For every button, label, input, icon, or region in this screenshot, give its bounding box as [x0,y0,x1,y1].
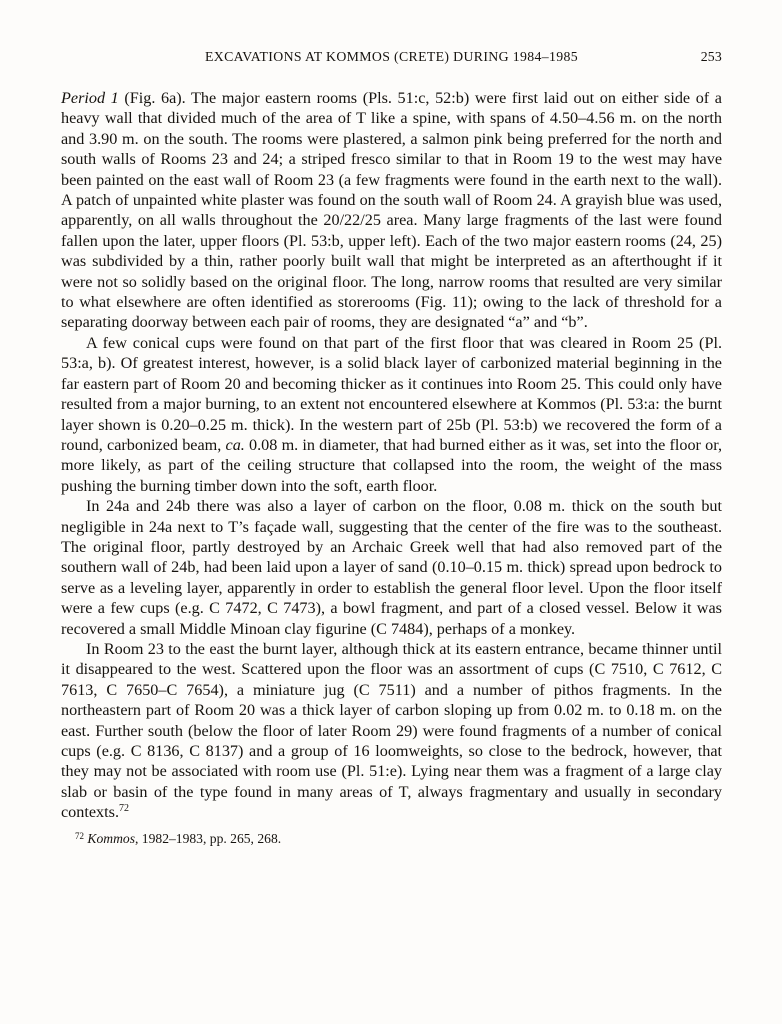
body-text [61,88,722,823]
paragraph [61,639,722,823]
text-run: A few conical cups were found on that part of the first floor that was cleared in Room 25 (Pl. 53:a, b). Of greatest interest, however, is a solid black layer of carbonized material beginning in the far eastern part of Room 20 and becoming thicker as it continues into Room 25. This could only have resulted from a major burning, to an extent not encountered elsewhere at Kommos (Pl. 53:a: the burnt layer shown is 0.20–0.25 m. thick). In the western part of 25b (Pl. 53:b) we recovered the form of a round, carbonized beam, [61,333,722,454]
footnote-marker: 72 [75,830,84,841]
text-run: In 24a and 24b there was also a layer of carbon on the floor, 0.08 m. thick on the south but negligible in 24a next to T’s façade wall, suggesting that the center of the fire was to the southeast. The original floor, partly destroyed by an Archaic Greek well that had also removed part of the southern wall of 24b, had been laid upon a layer of sand (0.10–0.15 m. thick) spread upon bedrock to serve as a leveling layer, apparently in order to establish the general floor level. Upon the floor itself were a few cups (e.g. C 7472, C 7473), a bowl fragment, and part of a closed vessel. Below it was recovered a small Middle Minoan clay figurine (C 7484), perhaps of a monkey. [61,497,722,638]
text-run: Period 1 [61,89,119,107]
footnote [61,830,722,847]
text-run: ca. [225,435,245,454]
running-head-title: EXCAVATIONS AT KOMMOS (CRETE) DURING 1984–1985 [205,49,578,64]
text-run: Kommos [87,830,135,846]
paragraph [61,496,722,639]
footnote-reference: 72 [119,803,129,815]
text-run: (Fig. 6a). The major eastern rooms (Pls. 51:c, 52:b) were first laid out on either side of a heavy wall that divided much of the area of T like a spine, with spans of 4.50–4.56 m. on the north and 3.90 m. on the south. The rooms were plastered, a salmon pink being preferred for the north and south walls of Rooms 23 and 24; a striped fresco similar to that in Room 19 to the west may have been painted on the east wall of Room 23 (a few fragments were found in the earth next to the wall). A patch of unpainted white plaster was found on the south wall of Room 24. A grayish blue was used, apparently, on all walls throughout the 20/22/25 area. Many large fragments of the last were found fallen upon the later, upper floors (Pl. 53:b, upper left). Each of the two major eastern rooms (24, 25) was subdivided by a thin, rather poorly built wall that might be interpreted as an afterthought if it were not so solidly based on the original floor. The long, narrow rooms that resulted are very similar to what elsewhere are often identified as storerooms (Fig. 11); owing to the lack of threshold for a separating doorway between each pair of rooms, they are designated “a” and “b”. [61,89,722,332]
text-run: In Room 23 to the east the burnt layer, although thick at its eastern entrance, became thinner until it disappeared to the west. Scattered upon the floor was an assortment of cups (C 7510, C 7612, C 7613, C 7650–C 7654), a miniature jug (C 7511) and a number of pithos fragments. In the northeastern part of Room 20 was a thick layer of carbon sloping up from 0.02 m. to 0.18 m. on the east. Further south (below the floor of later Room 29) were found fragments of a number of conical cups (e.g. C 8136, C 8137) and a group of 16 loomweights, so close to the bedrock, however, that they may not be associated with room use (Pl. 51:e). Lying near them was a fragment of a large clay slab or basin of the type found in many areas of T, always fragmentary and usually in secondary contexts. [61,639,722,822]
page-number: 253 [700,49,722,64]
paragraph [61,88,722,333]
text-run: , 1982–1983, pp. 265, 268. [135,830,282,846]
text-run: 0.08 m. in diameter, that had burned either as it was, set into the floor or, more likely, as part of the ceiling structure that collapsed into the room, the weight of the mass pushing the burning timber down into the soft, earth floor. [61,435,723,495]
paragraph [61,333,722,496]
running-header [61,49,722,67]
